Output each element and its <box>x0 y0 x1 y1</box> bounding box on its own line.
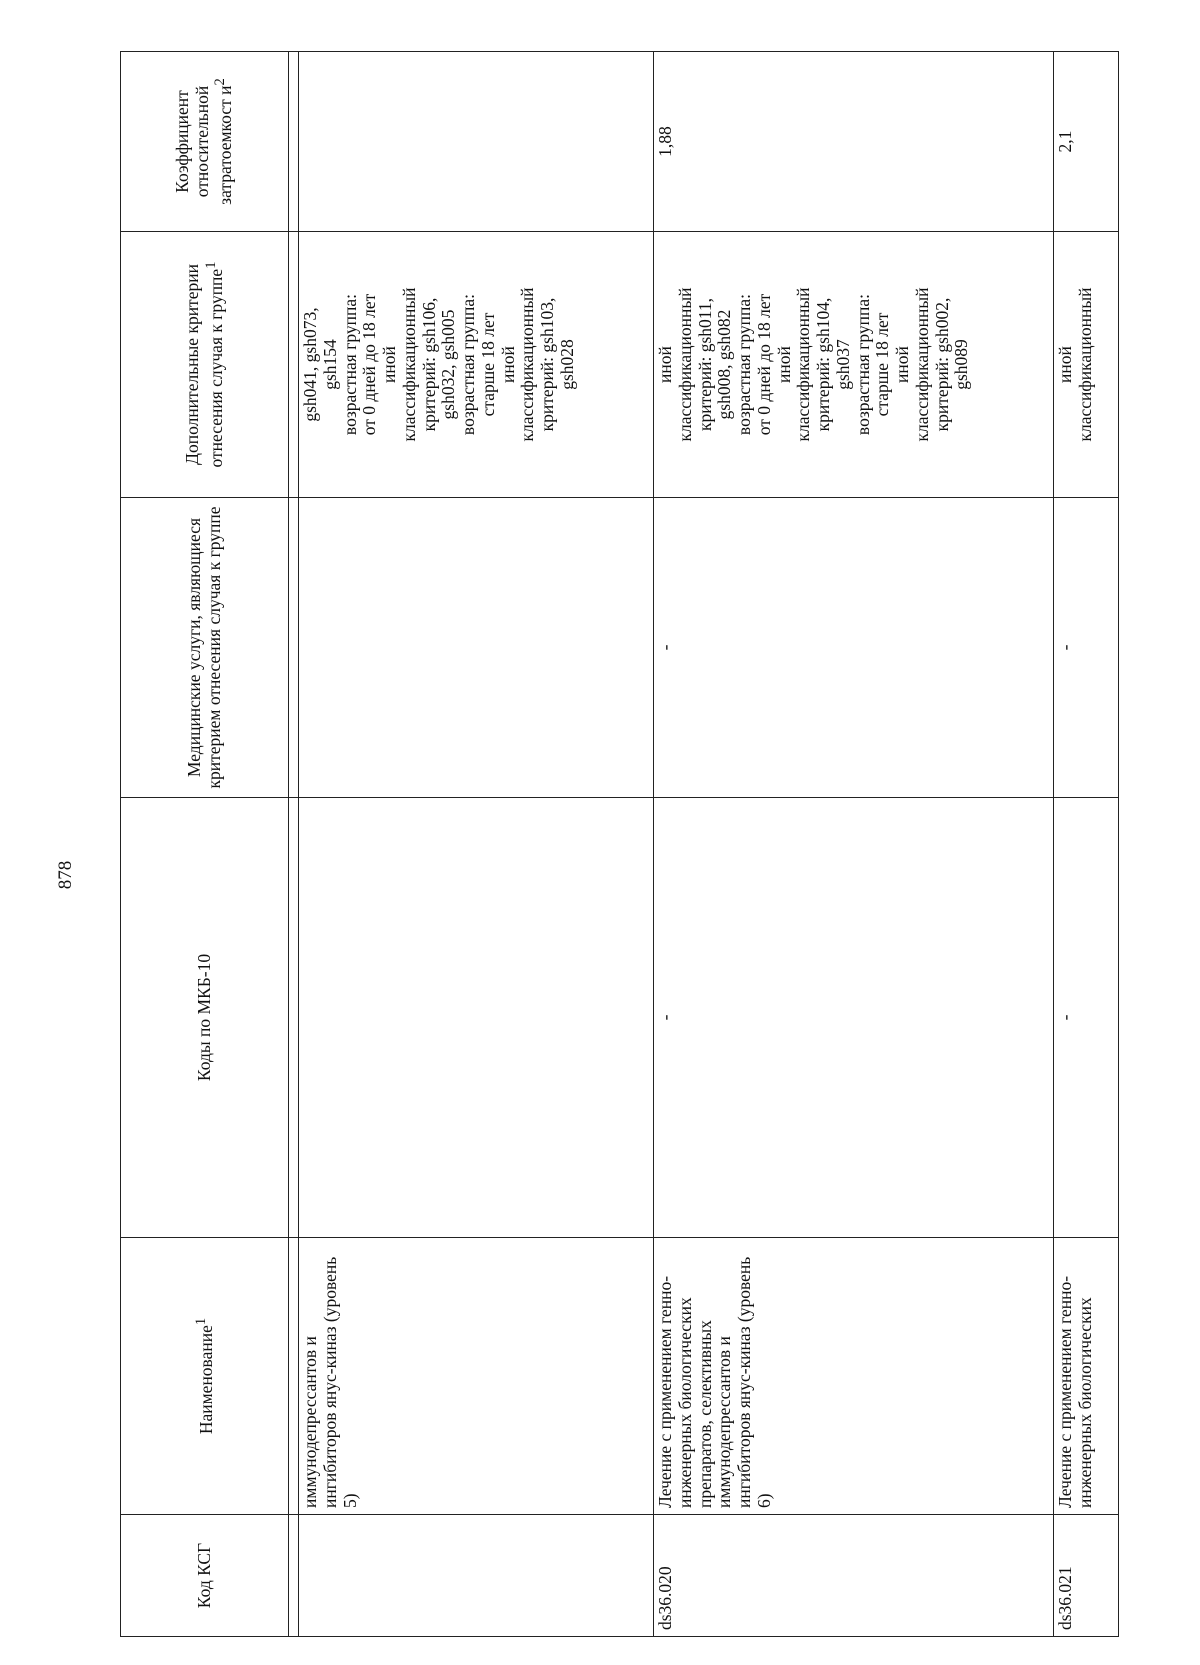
rotated-page <box>120 52 1135 1637</box>
header-coefficient: Коэффициент относительной затратоемкост $и^2$ <box>121 52 289 232</box>
header-name: Наименование$^1$ <box>121 1238 289 1515</box>
table-row <box>299 52 654 1637</box>
cell-coefficient: 1,88 <box>654 52 1054 232</box>
cell-coefficient <box>299 52 654 232</box>
cell-name: иммунодепрессантов и ингибиторов янус-киназ (уровень 5) <box>299 1238 654 1515</box>
cell-services: - <box>654 498 1054 798</box>
cell-criteria: иной классификационный критерий: gsh011, gsh008, gsh082 возрастная группа: от 0 дней до 18 лет иной классификационный критерий: gsh104, gsh037 возрастная группа: старше 18 лет иной классификационный критерий: gsh002, gsh089 <box>654 232 1054 498</box>
cell-code <box>299 1515 654 1637</box>
page-number: 878 <box>55 860 76 890</box>
header-criteria: Дополнительные критерии отнесения случая к группе$^1$ <box>121 232 289 498</box>
cell-coefficient: 2,1 <box>1054 52 1119 232</box>
cell-code: ds36.021 <box>1054 1515 1119 1637</box>
ksg-table <box>120 51 1119 1637</box>
header-services: Медицинские услуги, являющиеся критерием отнесения случая к группе <box>121 498 289 798</box>
cell-name: Лечение с применением генно-инженерных биологических препаратов, селективных иммунодепрессантов и ингибиторов янус-киназ (уровень 6) <box>654 1238 1054 1515</box>
cell-services: - <box>1054 498 1119 798</box>
table-header-row <box>121 52 289 1637</box>
table-row <box>654 52 1054 1637</box>
cell-icd: - <box>654 798 1054 1238</box>
cell-criteria: иной классификационный <box>1054 232 1119 498</box>
cell-criteria: gsh041, gsh073, gsh154 возрастная группа: от 0 дней до 18 лет иной классификационный критерий: gsh106, gsh032, gsh005 возрастная группа: старше 18 лет иной классификационный критерий: gsh103, gsh028 <box>299 232 654 498</box>
table-row <box>1054 52 1119 1637</box>
cell-services <box>299 498 654 798</box>
header-code: Код КСГ <box>121 1515 289 1637</box>
cell-icd: - <box>1054 798 1119 1238</box>
header-spacer-row <box>289 52 299 1637</box>
header-icd: Коды по МКБ-10 <box>121 798 289 1238</box>
cell-icd <box>299 798 654 1238</box>
cell-name: Лечение с применением генно-инженерных биологических <box>1054 1238 1119 1515</box>
cell-code: ds36.020 <box>654 1515 1054 1637</box>
